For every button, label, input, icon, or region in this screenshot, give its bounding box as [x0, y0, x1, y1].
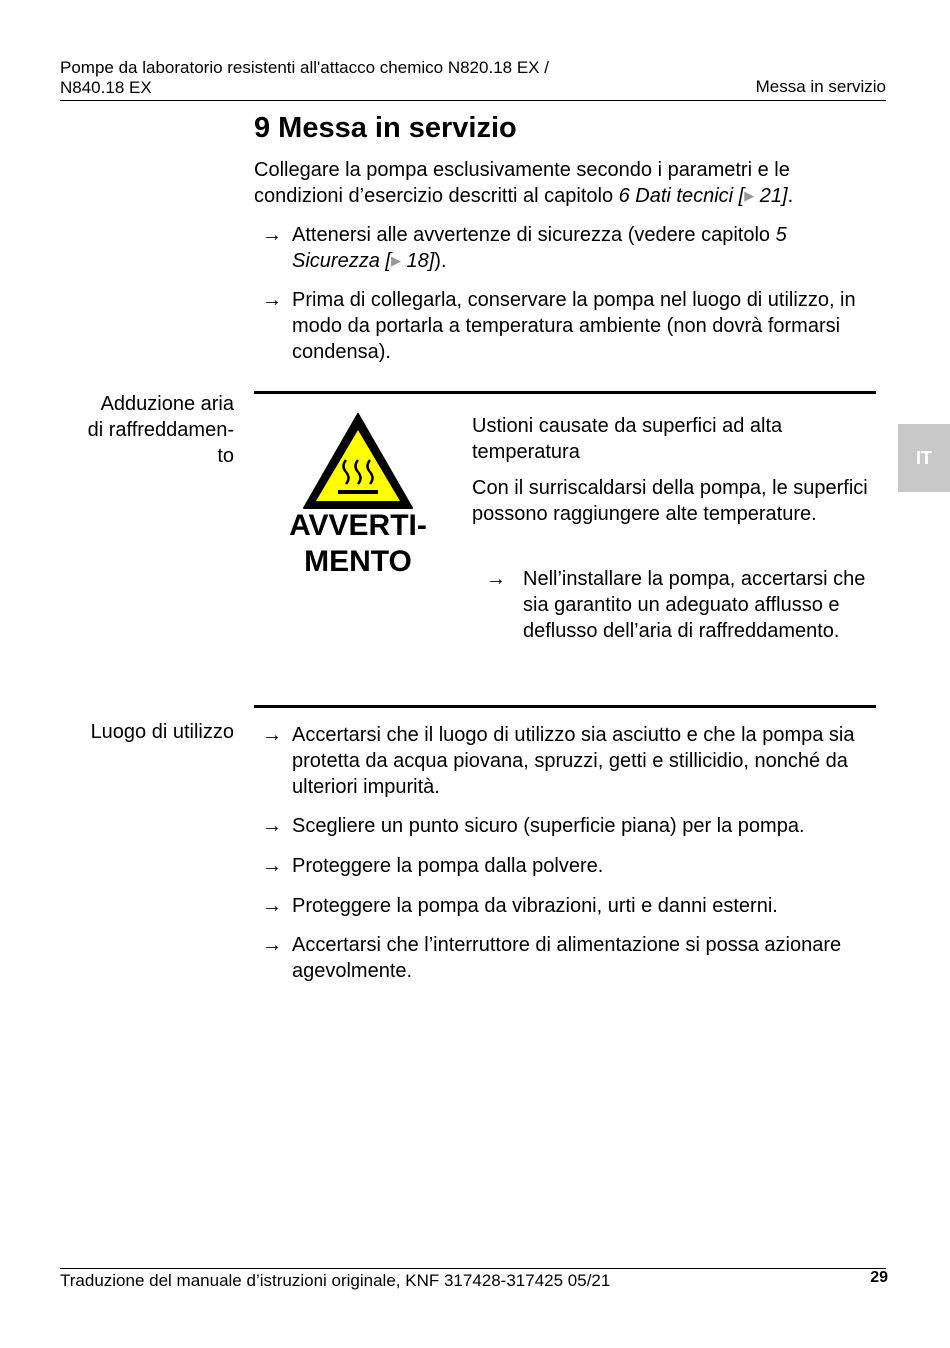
header-title-line1: Pompe da laboratorio resistenti all'attacco chemico N820.18 EX /: [60, 58, 549, 77]
arrow-icon: →: [262, 724, 282, 746]
intro-paragraph: Collegare la pompa esclusivamente secondo i parametri e le condizioni d’esercizio descritti al capitolo 6 Dati tecnici [▶ 21].: [254, 159, 794, 207]
intro-text: Collegare la pompa esclusivamente secondo i parametri e le condizioni d’esercizio descritti al capitolo: [254, 159, 790, 207]
ref-triangle-icon: ▶: [744, 188, 755, 203]
hot-surface-warning-icon: [300, 410, 416, 512]
arrow-icon: →: [262, 815, 282, 837]
warning-top-border: [254, 391, 876, 394]
arrow-icon: →: [262, 855, 282, 877]
footer-divider: [60, 1268, 886, 1269]
footer-text: Traduzione del manuale d’istruzioni originale, KNF 317428-317425 05/21: [60, 1271, 611, 1290]
arrow-icon: →: [486, 568, 506, 590]
list-item: → Attenersi alle avvertenze di sicurezza (vedere capitolo 5 Sicurezza [▶ 18]).: [262, 224, 787, 272]
header-section: Messa in servizio: [755, 77, 886, 96]
arrow-icon: →: [262, 224, 282, 246]
header-title: [60, 58, 620, 98]
side-label-location: Luogo di utilizzo: [90, 721, 234, 743]
list-item: → Accertarsi che l’interruttore di alimentazione si possa azionare agevolmente.: [262, 934, 842, 982]
header-title-line2: N840.18 EX: [60, 78, 152, 97]
list-item: → Scegliere un punto sicuro (superficie piana) per la pompa.: [262, 815, 805, 837]
page-number: 29: [870, 1269, 888, 1286]
arrow-icon: →: [262, 934, 282, 956]
list-item: → Proteggere la pompa da vibrazioni, urti e danni esterni.: [262, 895, 778, 917]
header-divider: [60, 100, 886, 101]
side-label-cooling: Adduzione aria di raffreddamen- to: [87, 393, 234, 467]
hazard-text: Con il surriscaldarsi della pompa, le superfici possono raggiungere alte temperature.: [472, 477, 868, 525]
list-item: → Prima di collegarla, conservare la pompa nel luogo di utilizzo, in modo da portarla a temperatura ambiente (non dovrà formarsi condensa).: [262, 289, 856, 363]
intro-ref-link[interactable]: 6 Dati tecnici [▶ 21]: [618, 185, 788, 207]
list-item: → Proteggere la pompa dalla polvere.: [262, 855, 604, 877]
warning-signal-word: AVVERTI- MENTO: [289, 509, 427, 578]
warning-bottom-border: [254, 705, 876, 708]
hazard-title: Ustioni causate da superfici ad alta temperatura: [472, 415, 783, 463]
chapter-title: 9 Messa in servizio: [254, 112, 517, 144]
list-item: → Accertarsi che il luogo di utilizzo sia asciutto e che la pompa sia protetta da acqua piovana, spruzzi, getti e stillicidio, nonché da ulteriori impurità.: [262, 724, 855, 798]
ref-triangle-icon: ▶: [390, 253, 401, 268]
language-tab: IT: [898, 424, 950, 492]
safety-ref-link[interactable]: 5 Sicurezza [▶ 18]: [292, 224, 787, 272]
list-item: → Nell’installare la pompa, accertarsi che sia garantito un adeguato afflusso e deflusso dell’aria di raffreddamento.: [486, 568, 866, 642]
arrow-icon: →: [262, 289, 282, 311]
arrow-icon: →: [262, 895, 282, 917]
